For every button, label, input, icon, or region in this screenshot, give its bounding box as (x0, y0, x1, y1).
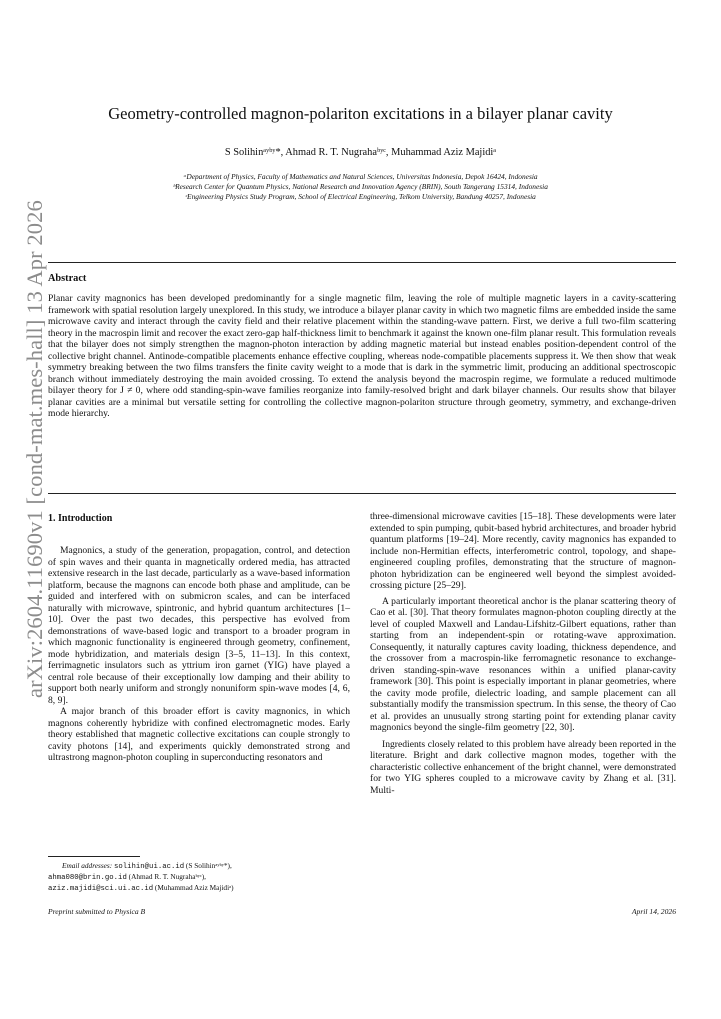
right-column (370, 511, 676, 796)
preprint-note: Preprint submitted to Physica B (48, 907, 146, 916)
abstract-heading: Abstract (48, 273, 87, 284)
footnote-name-majidi: (Muhammad Aziz Majidiᵃ) (154, 883, 234, 892)
affiliations (0, 172, 721, 202)
affiliation-b: ᵇResearch Center for Quantum Physics, National Research and Innovation Agency (BRIN), South Tangerang 15314, Indonesia (173, 182, 548, 191)
author-list: S Solihinᵃʸᵇʸ*, Ahmad R. T. Nugrahaᵇʸᶜ, Muhammad Aziz Majidiᵃ (224, 147, 497, 158)
left-paragraph-1: Magnonics, a study of the generation, propagation, control, and detection of spin waves and their quanta in magnetically ordered media, has attracted extensive research in the last decade, particularly as a wave-based information platform, because the magnons can encode both phase and amplitude, can be guided and interfered with on submicron scales, and can be interfaced naturally with microwave, spintronic, and hybrid quantum architectures [1–10]. Over the past two decades, this perspective has evolved from demonstrations of wave-based logic and transport to a broader program in which magnonic functionality is engineered through geometry, confinement, mode hybridization, and materials design [3–5, 11–13]. In this context, ferrimagnetic insulators such as yttrium iron garnet (YIG) have played a central role because of their exceptionally low damping and their ability to support both nearly uniform and strongly nonuniform spin-wave modes [4, 6, 8, 9]. (48, 545, 350, 706)
email-link-solihin[interactable]: solihin@ui.ac.id (114, 863, 185, 871)
footnote-emails (48, 861, 348, 894)
section-heading-introduction: 1. Introduction (48, 513, 113, 524)
email-link-nugraha[interactable]: ahma080@brin.go.id (48, 874, 127, 882)
paper-title: Geometry-controlled magnon-polariton excitations in a bilayer planar cavity (108, 104, 613, 123)
right-paragraph-2: A particularly important theoretical anchor is the planar scattering theory of Cao et al. [30]. That theory formulates magnon-photon coupling directly at the level of coupled Maxwell and Landau-Lifshitz-Gilbert equations, rather than starting from an independent-spin or rotating-wave approximation. Consequently, it naturally captures cavity loading, thickness dependence, and the crossover from a macrospin-like ferromagnetic resonance to exchange-driven standing-spin-wave resonances within a unified planar-cavity framework [30]. This point is especially important in planar geometries, where the cavity mode profile, dielectric loading, and sample placement can all substantially modify the transmission spectrum. In this sense, the theory of Cao et al. provides an unusually strong starting point for extending planar cavity magnonics beyond the single-film geometry [22, 30]. (370, 595, 676, 733)
left-column (48, 545, 350, 764)
footnote-name-nugraha: (Ahmad R. T. Nugrahaᵇʸᶜ), (128, 872, 207, 881)
affiliation-c: ᶜEngineering Physics Study Program, School of Electrical Engineering, Telkom University, Bandung 40257, Indonesia (185, 192, 536, 201)
affiliation-a: ᵃDepartment of Physics, Faculty of Mathematics and Natural Sciences, Universitas Indonesia, Depok 16424, Indonesia (183, 172, 538, 181)
abstract-bottom-rule (48, 493, 676, 494)
abstract-text: Planar cavity magnonics has been developed predominantly for a single magnetic film, leaving the role of multiple magnetic layers in a cavity-scattering framework with spatial resolution largely unexplored. In this study, we introduce a bilayer planar cavity in which two magnetic films are embedded inside the same microwave cavity and interact through the cavity field and their relative placement within the standing-wave pattern. First, we derive a full two-film scattering theory in the macrospin limit and recover the exact zero-gap half-thickness limit to benchmark it against the known one-film planar result. This formulation reveals that the bilayer does not simply strengthen the magnon-photon interaction by adding magnetic material but instead enables position-dependent control of the collective bright channel. Antinode-compatible placements enhance effective coupling, whereas node-compatible placements suppress it. We then show that weak symmetry breaking between the two films transfers the finite cavity weight to a mode that is dark in the symmetric limit, producing an additional spectroscopic branch without immediately destroying the main avoided crossing. To extend the analysis beyond the macrospin regime, we formulate a reduced multimode bilayer theory for J ≠ 0, where odd standing-spin-wave families reorganize into family-resolved bright and dark bilayer channels. Our results show that bilayer planar cavities are a minimal but versatile setting for controlling the collective magnon-polariton structure through geometry, symmetry, and exchange-driven mode hierarchy. (48, 293, 676, 420)
email-link-majidi[interactable]: aziz.majidi@sci.ui.ac.id (48, 885, 154, 893)
right-paragraph-1: three-dimensional microwave cavities [15–18]. These developments were later extended to spin pumping, qubit-based hybrid architectures, and broader hybrid quantum platforms [19–24]. More recently, cavity magnonics has expanded to include non-Hermitian effects, interferometric control, topology, and shape-engineered coupling profiles, demonstrating that the structure of magnon-photon hybridization can be engineered well beyond the simplest avoided-crossing picture [25–29]. (370, 511, 676, 591)
preprint-date: April 14, 2026 (631, 907, 676, 916)
footnote-label: Email addresses: (62, 861, 113, 870)
right-paragraph-3: Ingredients closely related to this problem have already been reported in the literature. Bright and dark collective magnon modes, together with the characteristic collective enhancement of the bright channel, were demonstrated for two YIG spheres coupled to a microwave cavity by Zhang et al. [31]. Multi- (370, 738, 676, 796)
footnote-name-solihin: (S Solihinᵃʸᵇʸ*), (185, 861, 232, 870)
footnote-rule (48, 856, 140, 857)
left-paragraph-2: A major branch of this broader effort is cavity magnonics, in which magnons coherently hybridize with confined electromagnetic modes. Early theory established that magnetic collective excitations can couple strongly to cavity photons [14], and experiments quickly demonstrated strong and ultrastrong magnon-photon coupling in superconducting resonators and (48, 706, 350, 763)
abstract-top-rule (48, 262, 676, 263)
arxiv-identifier-stamp: arXiv:2604.11690v1 [cond-mat.mes-hall] 13 Apr 2026 (22, 200, 47, 698)
